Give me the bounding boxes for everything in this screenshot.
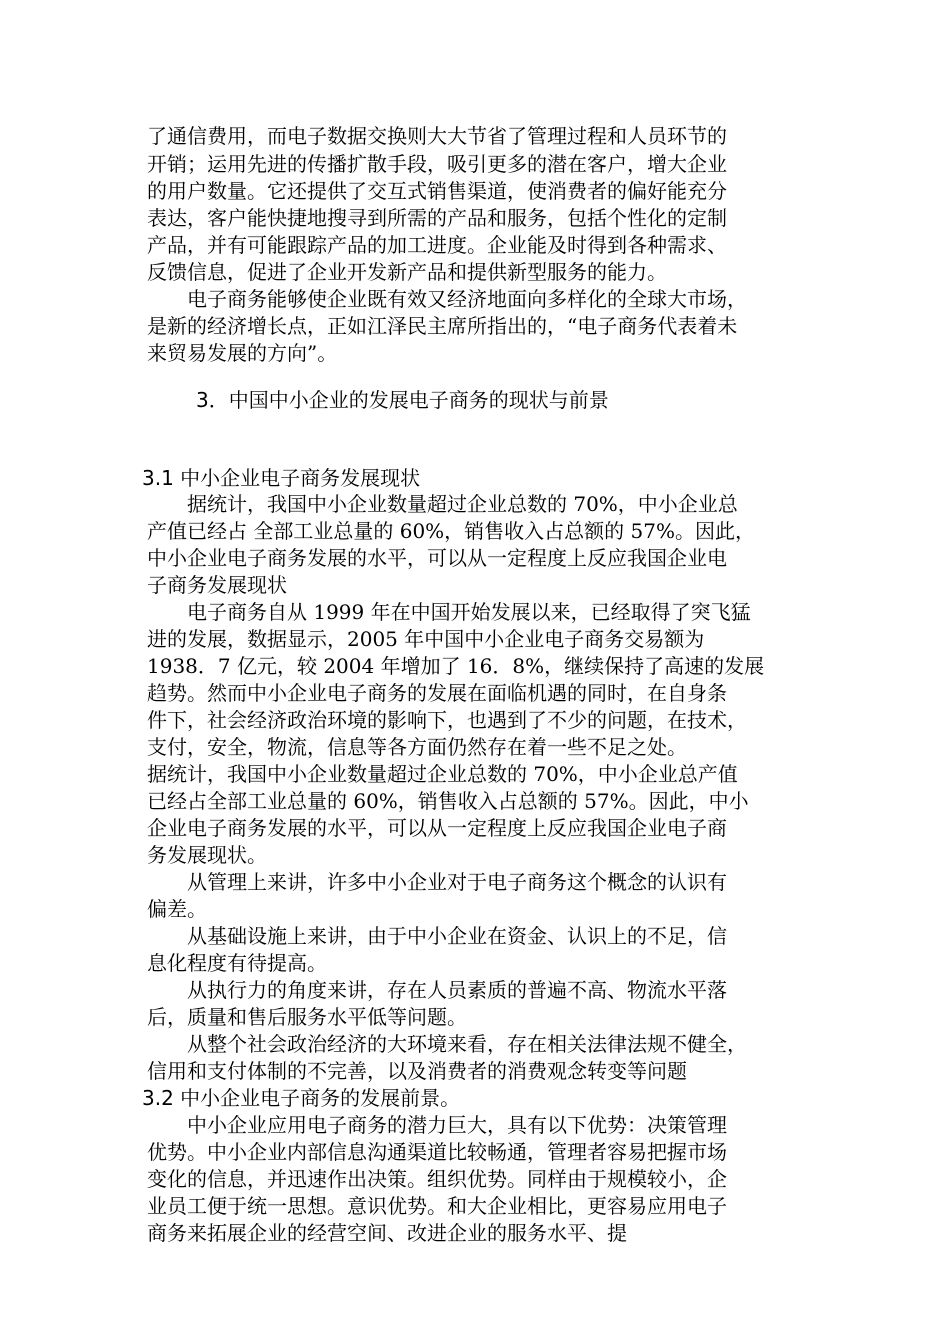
paragraph-line: 据统计，我国中小企业数量超过企业总数的 70%，中小企业总产值 (147, 762, 738, 786)
paragraph-line: 趋势。然而中小企业电子商务的发展在面临机遇的同时，在自身条 (147, 681, 727, 705)
paragraph-line: 后，质量和售后服务水平低等问题。 (147, 1005, 467, 1029)
paragraph-line: 商务来拓展企业的经营空间、改进企业的服务水平、提 (147, 1221, 627, 1245)
paragraph-line: 产品，并有可能跟踪产品的加工进度。企业能及时得到各种需求、 (147, 233, 727, 257)
paragraph-line: 开销；运用先进的传播扩散手段，吸引更多的潜在客户，增大企业 (147, 152, 727, 176)
paragraph-line: 子商务发展现状 (147, 573, 287, 597)
paragraph-line: 进的发展，数据显示，2005 年中国中小企业电子商务交易额为 (147, 627, 705, 651)
paragraph-line: 企业电子商务发展的水平，可以从一定程度上反应我国企业电子商 (147, 816, 727, 840)
paragraph-line: 优势。中小企业内部信息沟通渠道比较畅通，管理者容易把握市场 (147, 1140, 727, 1164)
paragraph-line: 偏差。 (147, 897, 207, 921)
paragraph-line: 从执行力的角度来讲，存在人员素质的普遍不高、物流水平落 (147, 978, 727, 1002)
paragraph-line: 信用和支付体制的不完善，以及消费者的消费观念转变等问题 (147, 1059, 687, 1083)
paragraph-line: 电子商务自从 1999 年在中国开始发展以来，已经取得了突飞猛 (147, 600, 751, 624)
paragraph-line: 了通信费用，而电子数据交换则大大节省了管理过程和人员环节的 (147, 124, 727, 148)
paragraph-line: 从基础设施上来讲，由于中小企业在资金、认识上的不足，信 (147, 924, 727, 948)
paragraph-line: 产值已经占 全部工业总量的 60%，销售收入占总额的 57%。因此， (147, 519, 755, 543)
paragraph-line: 反馈信息，促进了企业开发新产品和提供新型服务的能力。 (147, 260, 667, 284)
section-heading-3: 3．中国中小企业的发展电子商务的现状与前景 (196, 388, 609, 412)
paragraph-line: 1938．7 亿元，较 2004 年增加了 16．8%，继续保持了高速的发展 (147, 654, 765, 678)
paragraph-line: 中小企业电子商务发展的水平，可以从一定程度上反应我国企业电 (147, 546, 727, 570)
paragraph-line: 变化的信息，并迅速作出决策。组织优势。同样由于规模较小，企 (147, 1167, 727, 1191)
subsection-heading-3-1: 3.1 中小企业电子商务发展现状 (142, 466, 421, 490)
paragraph-line: 从管理上来讲，许多中小企业对于电子商务这个概念的认识有 (147, 870, 727, 894)
paragraph-line: 件下，社会经济政治环境的影响下，也遇到了不少的问题，在技术， (147, 708, 747, 732)
paragraph-line: 来贸易发展的方向”。 (147, 341, 338, 365)
paragraph-line: 据统计，我国中小企业数量超过企业总数的 70%，中小企业总 (147, 492, 738, 516)
paragraph-line: 表达，客户能快捷地搜寻到所需的产品和服务，包括个性化的定制 (147, 206, 727, 230)
paragraph-line: 中小企业应用电子商务的潜力巨大，具有以下优势：决策管理 (147, 1113, 727, 1137)
paragraph-line: 息化程度有待提高。 (147, 951, 327, 975)
paragraph-line: 从整个社会政治经济的大环境来看，存在相关法律法规不健全， (147, 1032, 747, 1056)
paragraph-line: 支付，安全，物流，信息等各方面仍然存在着一些不足之处。 (147, 735, 687, 759)
paragraph-line: 已经占全部工业总量的 60%，销售收入占总额的 57%。因此，中小 (147, 789, 749, 813)
paragraph-line: 电子商务能够使企业既有效又经济地面向多样化的全球大市场， (147, 287, 747, 311)
paragraph-line: 务发展现状。 (147, 843, 267, 867)
subsection-heading-3-2: 3.2 中小企业电子商务的发展前景。 (142, 1086, 461, 1110)
paragraph-line: 的用户数量。它还提供了交互式销售渠道，使消费者的偏好能充分 (147, 179, 727, 203)
paragraph-line: 业员工便于统一思想。意识优势。和大企业相比，更容易应用电子 (147, 1194, 727, 1218)
paragraph-line: 是新的经济增长点，正如江泽民主席所指出的，“电子商务代表着未 (147, 314, 738, 338)
